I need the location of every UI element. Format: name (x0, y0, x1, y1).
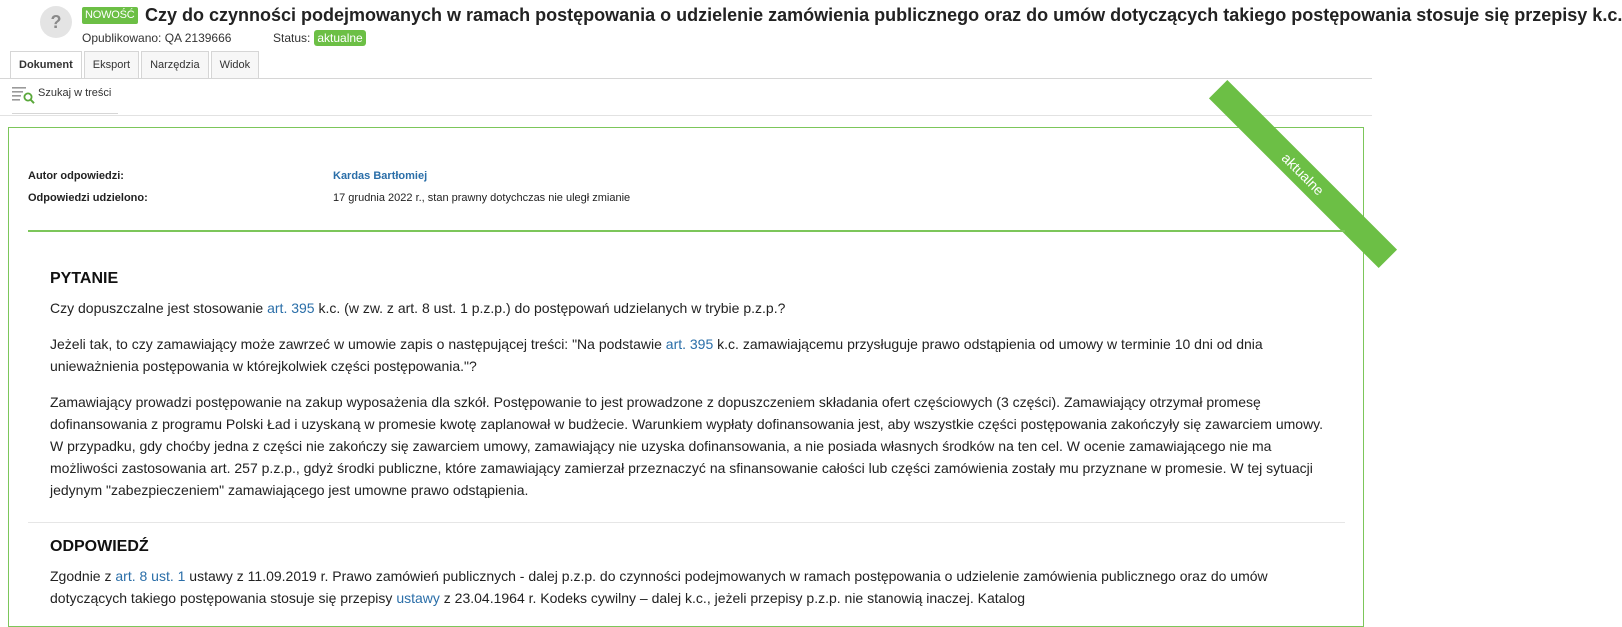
text-fragment: z 23.04.1964 r. Kodeks cywilny – dalej k.c., jeżeli przepisy p.z.p. nie stanowią inaczej. Katalog (439, 590, 1026, 606)
question-paragraph-1 (50, 297, 1330, 319)
new-badge: NOWOŚĆ (82, 7, 138, 24)
document-card (8, 127, 1364, 627)
answered-label: Odpowiedzi udzielono: (28, 192, 148, 204)
text-fragment: Zgodnie z (50, 568, 116, 584)
text-fragment: Czy dopuszczalne jest stosowanie (50, 300, 268, 316)
answer-heading: ODPOWIEDŹ (50, 538, 149, 555)
question-heading: PYTANIE (50, 270, 119, 287)
tab-bar (10, 51, 261, 78)
tab-narzedzia[interactable]: Narzędzia (141, 51, 209, 78)
search-in-content-label: Szukaj w treści (38, 87, 112, 99)
text-fragment: Jeżeli tak, to czy zamawiający może zawrzeć w umowie zapis o następującej treści: "Na podstawie (50, 336, 666, 352)
toolbar-divider (0, 115, 1372, 116)
author-label: Autor odpowiedzi: (28, 170, 124, 182)
question-icon: ? (40, 6, 72, 38)
search-in-text-icon (12, 85, 36, 105)
document-title: Czy do czynności podejmowanych w ramach postępowania o udzielenie zamówienia publicznego oraz do umów dotyczących takiego postępowania stosuje się przepisy k.c. (145, 5, 1622, 25)
search-in-content-button[interactable] (12, 83, 118, 114)
answer-section (50, 536, 1330, 609)
art-395-link[interactable]: art. 395 (267, 300, 315, 316)
status-label: Status: (273, 31, 311, 45)
published-info: Opublikowano: QA 2139666 (82, 31, 232, 45)
question-paragraph-2 (50, 333, 1330, 377)
status-badge: aktualne (314, 30, 365, 46)
art-8-link[interactable]: art. 8 ust. 1 (115, 568, 186, 584)
text-fragment: k.c. zamawiającemu przysługuje prawo odstąpienia od umowy w terminie 10 dni od dnia unieważnienia postępowania w którejkolwiek części postępowania."? (50, 336, 1263, 374)
question-section (50, 268, 1330, 501)
ustawy-link[interactable]: ustawy (396, 590, 440, 606)
text-fragment: ustawy z 11.09.2019 r. Prawo zamówień publicznych - dalej p.z.p. do czynności podejmowanych w ramach postępowania o udzielenie zamówienia publicznego oraz do umów dotyczących takiego postępowania stosuje się przepisy (50, 568, 1268, 606)
answered-value: 17 grudnia 2022 r., stan prawny dotychczas nie uległ zmianie (333, 192, 631, 204)
status-ribbon: aktualne (1209, 80, 1397, 268)
meta-divider (28, 230, 1345, 232)
tab-eksport[interactable]: Eksport (84, 51, 139, 78)
text-fragment: k.c. (w zw. z art. 8 ust. 1 p.z.p.) do postępowań udzielanych w trybie p.z.p.? (314, 300, 786, 316)
author-link[interactable]: Kardas Bartłomiej (333, 170, 428, 182)
status-info (273, 30, 366, 46)
tab-divider (0, 78, 1372, 79)
art-395-link[interactable]: art. 395 (665, 336, 714, 352)
answer-paragraph-1 (50, 565, 1330, 609)
tab-dokument[interactable]: Dokument (10, 51, 82, 79)
tab-widok[interactable]: Widok (211, 51, 260, 78)
author-row (28, 169, 427, 183)
question-paragraph-3: Zamawiający prowadzi postępowanie na zakup wyposażenia dla szkół. Postępowanie to jest prowadzone z dopuszczeniem składania ofert częściowych (3 części). Zamawiający otrzymał promesę dofinansowania z programu Polski Ład i uzyskaną w promesie kwotę zaplanował w budżecie. Warunkiem wypłaty dofinansowania jest, aby wszystkie części postępowania zakończyły się zawarciem umowy. W przypadku, gdy choćby jedna z części nie zakończy się zawarciem umowy, zamawiający nie uzyska dofinansowania, a nie posiada własnych środków na ten cel. W ocenie zamawiającego nie ma możliwości zastosowania art. 257 p.z.p., gdyż środki publiczne, które zamawiający zamierzał przeznaczyć na sfinansowanie całości lub części zamówienia zostały mu przyznane w promesie. W tej sytuacji jedynym "zabezpieczeniem" zamawiającego jest umowne prawo odstąpienia. (50, 394, 1324, 498)
section-divider (28, 522, 1345, 523)
answered-row (28, 191, 630, 205)
